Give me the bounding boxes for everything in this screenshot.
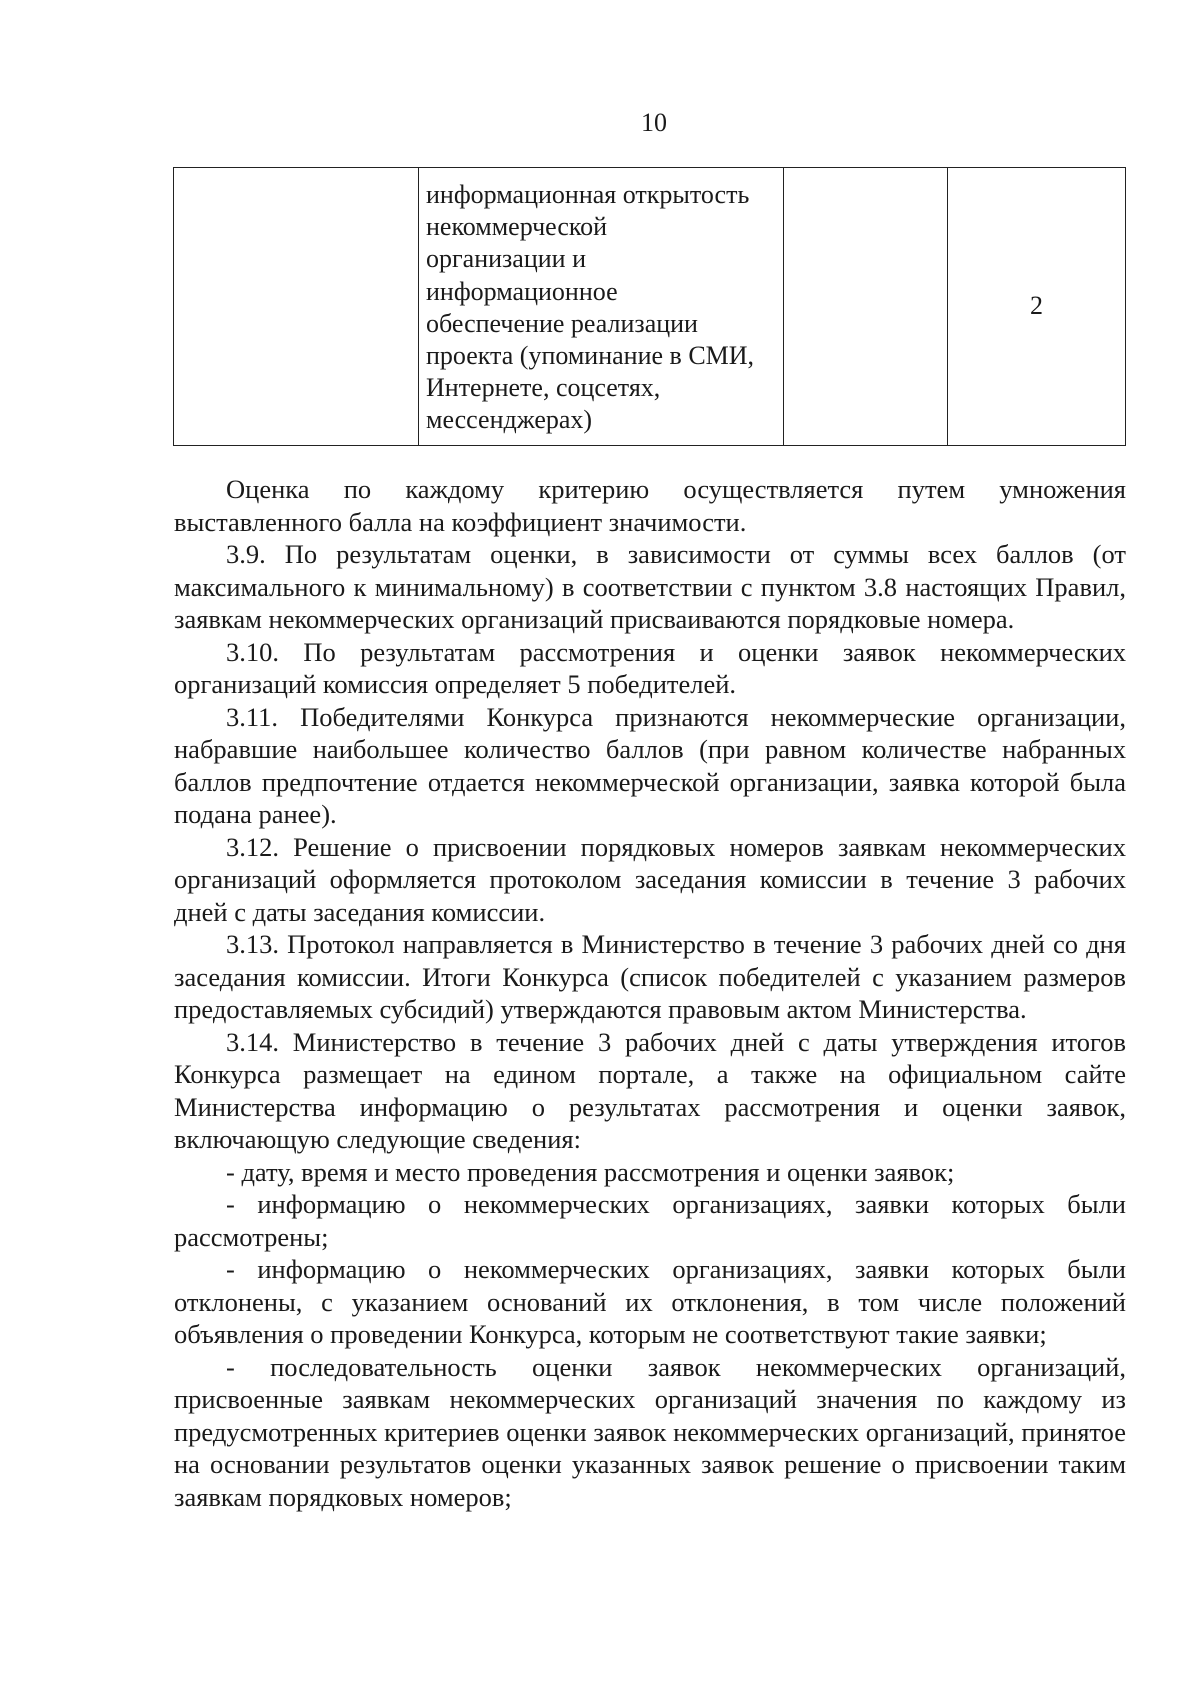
table-cell-score: 2 [948,168,1126,446]
list-item-date-time-place: - дату, время и место проведения рассмотрения и оценки заявок; [226,1156,955,1187]
criterion-text: информационная открытость некоммерческой организации и информационное обеспечение реализации проекта (упоминание в СМИ, Интернете, соцсетях, мессенджерах) [426,180,755,435]
page-number: 10 [641,108,667,137]
paragraph-3-10: 3.10. По результатам рассмотрения и оценки заявок некоммерческих организаций комиссия определяет 5 победителей. [174,636,1126,699]
table-row [174,168,1126,446]
table-cell-empty-2 [784,168,948,446]
paragraph-3-9: 3.9. По результатам оценки, в зависимости от суммы всех баллов (от максимального к минимальному) в соответствии с пунктом 3.8 настоящих Правил, заявкам некоммерческих организаций присваиваются порядковые номера. [174,539,1126,634]
document-body [174,473,1126,1513]
list-item-evaluation-sequence: - последовательность оценки заявок некоммерческих организаций, присвоенные заявкам некоммерческих организаций значения по каждому из предусмотренных критериев оценки заявок некоммерческих организаций, принятое на основании результатов оценки указанных заявок решение о присвоении таким заявкам порядковых номеров; [174,1351,1126,1512]
criteria-table [173,167,1126,446]
paragraph-evaluation: Оценка по каждому критерию осуществляется путем умножения выставленного балла на коэффициент значимости. [174,474,1126,537]
paragraph-3-11: 3.11. Победителями Конкурса признаются некоммерческие организации, набравшие наибольшее количество баллов (при равном количестве набранных баллов предпочтение отдается некоммерческой организации, заявка которой была подана ранее). [174,701,1126,829]
paragraph-3-12: 3.12. Решение о присвоении порядковых номеров заявкам некоммерческих организаций оформляется протоколом заседания комиссии в течение 3 рабочих дней с даты заседания комиссии. [174,831,1126,927]
list-item-reviewed-organizations: - информацию о некоммерческих организациях, заявки которых были рассмотрены; [174,1189,1126,1252]
table-cell-empty-1 [174,168,419,446]
paragraph-3-14: 3.14. Министерство в течение 3 рабочих дней с даты утверждения итогов Конкурса размещает на едином портале, а также на официальном сайте Министерства информацию о результатах рассмотрения и оценки заявок, включающую следующие сведения: [174,1026,1126,1154]
table-cell-criterion [419,168,784,446]
list-item-rejected-organizations: - информацию о некоммерческих организациях, заявки которых были отклонены, с указанием оснований их отклонения, в том числе положений объявления о проведении Конкурса, которым не соответствуют такие заявки; [174,1254,1126,1349]
paragraph-3-13: 3.13. Протокол направляется в Министерство в течение 3 рабочих дней со дня заседания комиссии. Итоги Конкурса (список победителей с указанием размеров предоставляемых субсидий) утверждаются правовым актом Министерства. [174,929,1126,1024]
